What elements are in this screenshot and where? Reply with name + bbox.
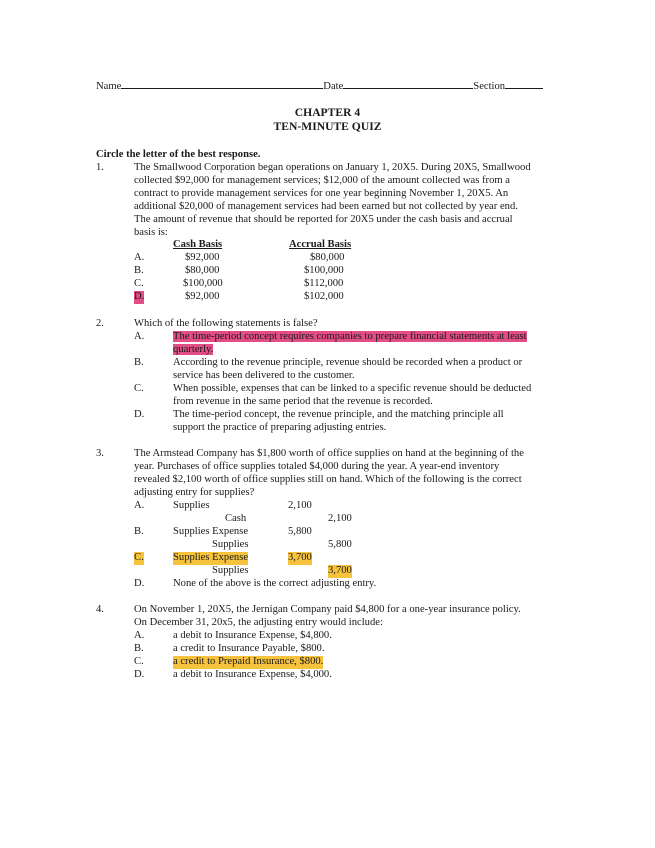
q4-option-text: a credit to Insurance Payable, $800. xyxy=(173,643,325,654)
q4-option-letter[interactable]: C. xyxy=(134,656,144,667)
date-blank[interactable] xyxy=(343,78,473,89)
header-line xyxy=(96,78,543,94)
q2-option-text-selected[interactable] xyxy=(173,344,213,357)
q3-line: adjusting entry for supplies? xyxy=(134,487,255,498)
chapter-title: CHAPTER 4 xyxy=(294,106,361,119)
q3-credit-account: Cash xyxy=(225,513,247,524)
q2-option-letter[interactable]: D. xyxy=(134,409,145,420)
q3-debit-amount-selected: 3,700 xyxy=(288,552,312,563)
q2-option-a-line2: quarterly. xyxy=(173,344,214,355)
q3-line: year. Purchases of office supplies totaled $4,000 during the year. A year-end inventory xyxy=(134,461,500,472)
q3-credit-amount: 5,800 xyxy=(328,539,352,550)
q3-line: The Armstead Company has $1,800 worth of office supplies on hand at the beginning of the xyxy=(134,448,524,459)
q2-option-line: service has been delivered to the customer. xyxy=(173,370,355,381)
q4-option-text-selected: a credit to Prepaid Insurance, $800. xyxy=(173,656,324,667)
name-blank[interactable] xyxy=(121,78,323,89)
q3-credit-account: Supplies xyxy=(212,539,249,550)
name-label: Name xyxy=(96,81,122,92)
q1-col-cash-header: Cash Basis xyxy=(173,239,223,250)
q3-credit-amount-selected: 3,700 xyxy=(328,565,352,576)
q3-debit-amount: 2,100 xyxy=(288,500,312,511)
quiz-title: TEN-MINUTE QUIZ xyxy=(273,120,382,133)
q3-debit-account: Supplies xyxy=(173,500,210,511)
q3-credit-account: Supplies xyxy=(212,565,249,576)
q2-option-line: When possible, expenses that can be linked to a specific revenue should be deducted xyxy=(173,383,532,394)
q2-option-line: According to the revenue principle, revenue should be recorded when a product or xyxy=(173,357,523,368)
q3-credit-amount: 2,100 xyxy=(328,513,352,524)
q3-option-letter[interactable]: A. xyxy=(134,500,145,511)
q1-option-letter[interactable]: B. xyxy=(134,265,144,276)
q2-option-line: The time-period concept, the revenue principle, and the matching principle all xyxy=(173,409,504,420)
q1-option-letter-selected[interactable]: D. xyxy=(134,291,145,302)
q1-number: 1. xyxy=(96,162,104,173)
section-blank[interactable] xyxy=(505,78,543,89)
q4-number: 4. xyxy=(96,604,104,615)
q1-line: contract to provide management services for one year beginning November 1, 20X5. An xyxy=(134,188,509,199)
q4-option-text: a debit to Insurance Expense, $4,000. xyxy=(173,669,332,680)
q1-option-accrual: $112,000 xyxy=(304,278,344,289)
q3-debit-amount: 5,800 xyxy=(288,526,312,537)
q4-line: On November 1, 20X5, the Jernigan Company paid $4,800 for a one-year insurance policy. xyxy=(134,604,521,615)
q1-line: basis is: xyxy=(134,227,168,238)
q1-line: additional $20,000 of management services had been earned but not collected by year end. xyxy=(134,201,518,212)
q3-debit-account: Supplies Expense xyxy=(173,526,249,537)
q1-option-accrual: $100,000 xyxy=(304,265,344,276)
q2-option-line: support the practice of preparing adjusting entries. xyxy=(173,422,387,433)
q3-option-letter[interactable]: D. xyxy=(134,578,145,589)
instructions: Circle the letter of the best response. xyxy=(96,149,261,160)
q3-debit-account-selected: Supplies Expense xyxy=(173,552,249,563)
q4-line: On December 31, 20x5, the adjusting entry would include: xyxy=(134,617,383,628)
q1-line: The amount of revenue that should be reported for 20X5 under the cash basis and accrual xyxy=(134,214,513,225)
q1-option-accrual: $80,000 xyxy=(310,252,345,263)
q1-option-cash: $80,000 xyxy=(185,265,220,276)
q4-option-text: a debit to Insurance Expense, $4,800. xyxy=(173,630,332,641)
q4-option-letter[interactable]: D. xyxy=(134,669,145,680)
q1-option-letter[interactable]: C. xyxy=(134,278,144,289)
q2-option-letter[interactable]: A. xyxy=(134,331,145,342)
q2-option-letter[interactable]: C. xyxy=(134,383,144,394)
q4-option-letter[interactable]: A. xyxy=(134,630,145,641)
q2-option-text-selected[interactable] xyxy=(173,331,527,344)
date-label: Date xyxy=(323,81,344,92)
q2-number: 2. xyxy=(96,318,104,329)
q3-option-letter[interactable]: B. xyxy=(134,526,144,537)
q1-option-cash: $92,000 xyxy=(185,291,220,302)
q3-option-letter-selected[interactable]: C. xyxy=(134,552,144,563)
q1-line: collected $92,000 for management services; $12,000 of the amount collected was from a xyxy=(134,175,510,186)
q2-option-a-line1: The time-period concept requires companies to prepare financial statements at least xyxy=(173,331,527,342)
q1-option-cash: $92,000 xyxy=(185,252,220,263)
q1-option-cash: $100,000 xyxy=(183,278,223,289)
q4-option-letter[interactable]: B. xyxy=(134,643,144,654)
q3-number: 3. xyxy=(96,448,104,459)
q1-line: The Smallwood Corporation began operations on January 1, 20X5. During 20X5, Smallwood xyxy=(134,162,531,173)
q1-option-accrual: $102,000 xyxy=(304,291,344,302)
q2-option-letter[interactable]: B. xyxy=(134,357,144,368)
section-label: Section xyxy=(473,81,506,92)
q1-col-accrual-header: Accrual Basis xyxy=(289,239,352,250)
q3-option-d-text: None of the above is the correct adjusting entry. xyxy=(173,578,377,589)
q1-option-letter[interactable]: A. xyxy=(134,252,145,263)
q3-line: revealed $2,100 worth of office supplies still on hand. Which of the following is the correct xyxy=(134,474,522,485)
q2-option-line: from revenue in the same period that the revenue is recorded. xyxy=(173,396,433,407)
q2-stem: Which of the following statements is false? xyxy=(134,318,318,329)
